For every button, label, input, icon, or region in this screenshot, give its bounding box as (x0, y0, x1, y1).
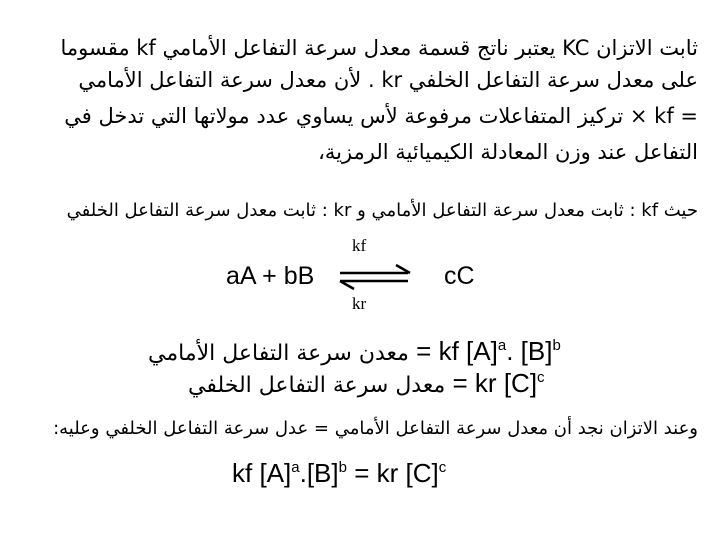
equals-sign: = (416, 336, 432, 366)
concentration-a: [A] (466, 336, 498, 366)
paragraph-line-2: على معدل سرعة التفاعل الخلفي kr . لأن معدل سرعة التفاعل الأمامي (78, 68, 698, 92)
paragraph-line-4: التفاعل عند وزن المعادلة الكيميائية الرمزية، (318, 140, 698, 164)
paragraph-line-1: ثابت الاتزان KC يعتبر ناتج قسمة معدل سرعة التفاعل الأمامي kf مقسوما (60, 36, 698, 60)
reverse-rate-constant: kr (352, 294, 367, 313)
reactants: aA + bB (226, 262, 315, 290)
reverse-rate-equation (188, 368, 545, 399)
exponent-b: b (552, 337, 561, 354)
kr-symbol: kr (474, 368, 497, 398)
concentration-a: [A] (259, 458, 292, 488)
exponent-b: b (338, 459, 347, 476)
equilibrium-statement: وعند الاتزان نجد أن معدل سرعة التفاعل الأمامي = عدل سرعة التفاعل الخلفي وعليه: (53, 418, 698, 439)
equilibrium-equation (232, 458, 446, 489)
reverse-rate-label: معدل سرعة التفاعل الخلفي (188, 373, 446, 398)
exponent-c: c (537, 369, 545, 386)
kf-symbol: kf (232, 458, 253, 488)
exponent-c: c (438, 459, 447, 476)
equilibrium-arrows-icon (336, 262, 416, 292)
kr-symbol: kr (376, 458, 399, 488)
concentration-c: [C] (405, 458, 439, 488)
equals-sign: = (452, 368, 468, 398)
concentration-b: .[B] (299, 458, 339, 488)
exponent-a: a (291, 459, 300, 476)
concentration-b: . [B] (506, 336, 553, 366)
paragraph-line-3: = kf × تركيز المتفاعلات مرفوعة لأس يساوي عدد مولاتها التي تدخل في (64, 104, 698, 128)
forward-rate-label: معدن سرعة التفاعل الأمامي (148, 341, 409, 366)
concentration-c: [C] (503, 368, 538, 398)
forward-rate-constant: kf (352, 236, 367, 255)
definition-line: حيث kf : ثابت معدل سرعة التفاعل الأمامي و kr : ثابت معدل سرعة التفاعل الخلفي (66, 200, 698, 221)
forward-rate-equation (148, 336, 561, 367)
kf-symbol: kf (438, 336, 459, 366)
products: cC (444, 262, 475, 290)
equals-sign: = (354, 458, 370, 488)
exponent-a: a (497, 337, 507, 354)
